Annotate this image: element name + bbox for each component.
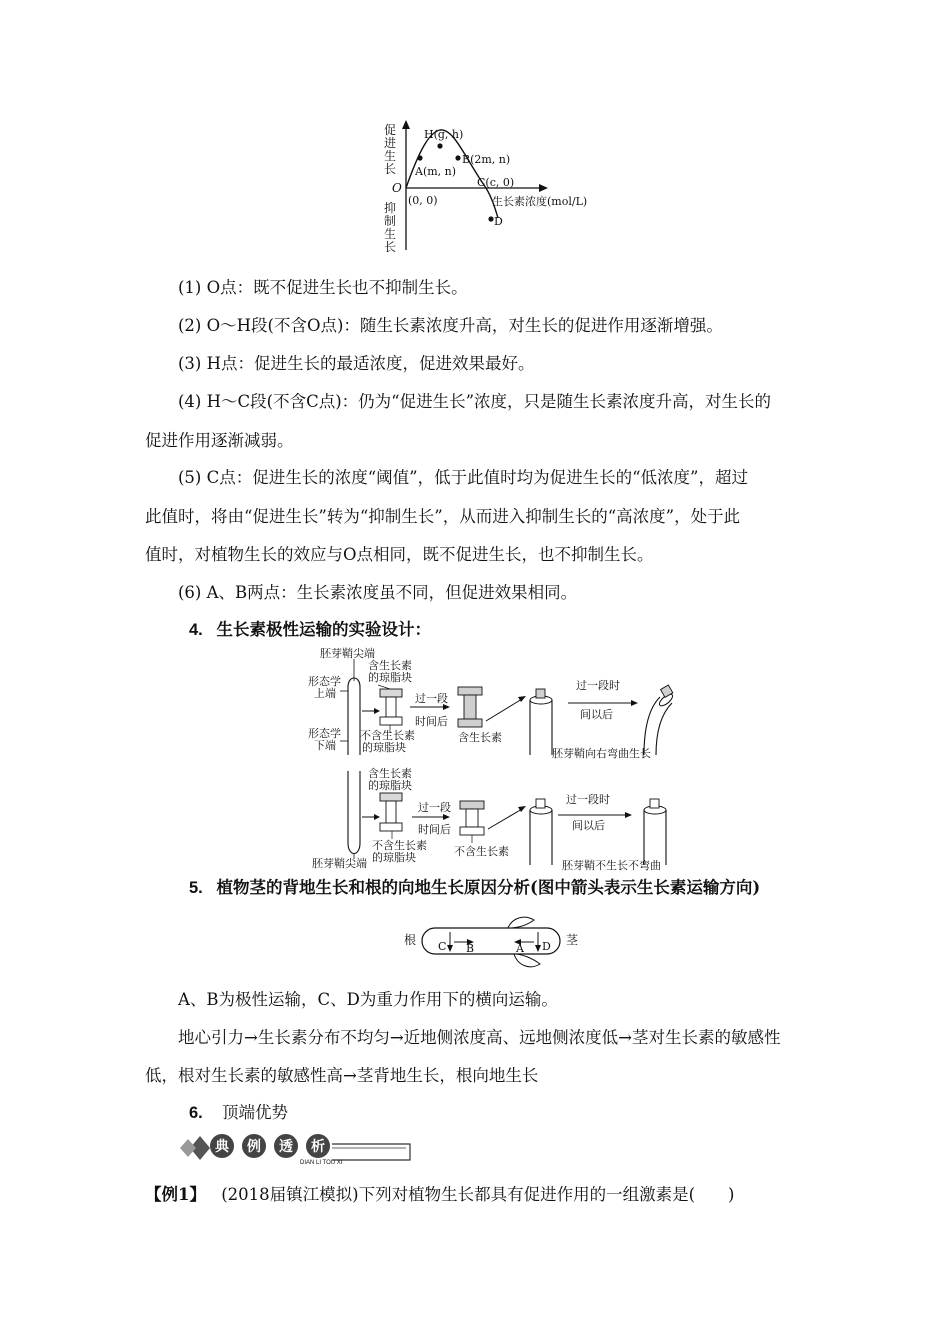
exp2-agar-with-1: 含生长素 (368, 767, 412, 780)
polar-transport-experiment-1 (300, 645, 710, 760)
banner-char-3: 透 (279, 1139, 293, 1155)
point-h-dot (437, 143, 442, 148)
plant-a-label: A (516, 942, 524, 955)
section4-heading (189, 620, 431, 640)
plant-stem-label: 茎 (566, 933, 579, 947)
section6-num: 6. (189, 1104, 203, 1122)
exp2-agar-top (380, 793, 402, 801)
banner-pinyin: DIAN LI TOU XI (300, 1160, 343, 1166)
item-6: (6) A、B两点：生长素浓度虽不同，但促进效果相同。 (178, 583, 578, 602)
section5-num: 5. (189, 879, 203, 897)
horizontal-plant-diagram (400, 912, 590, 977)
exp2-agar-without-2: 的琼脂块 (372, 851, 416, 864)
point-c-label: C(c, 0) (477, 176, 515, 189)
exp1-tip-label: 胚芽鞘尖端 (320, 647, 375, 660)
banner-char-1: 典 (215, 1139, 229, 1155)
item-4-cont: 促进作用逐渐减弱。 (145, 431, 294, 450)
exp2-agar-bottom (380, 823, 402, 831)
auxin-concentration-graph (370, 118, 620, 253)
y-down-1: 抑 (384, 201, 397, 215)
section4-num: 4. (189, 621, 203, 639)
point-b-dot (455, 155, 460, 160)
origin-label: O (392, 181, 402, 195)
exp1-top-end-2: 上端 (314, 687, 336, 700)
lower-leaf (514, 954, 540, 967)
exp1-bottom-end-2: 下端 (314, 739, 336, 752)
section6-title: 顶端优势 (222, 1103, 289, 1122)
exp1-result-block: 含生长素 (458, 731, 502, 744)
exp2-tip-label: 胚芽鞘尖端 (312, 857, 367, 870)
exp1-top-end-1: 形态学 (308, 675, 341, 688)
item-2: (2) O～H段(不含O点)：随生长素浓度升高，对生长的促进作用逐渐增强。 (178, 316, 723, 335)
item-3: (3) H点：促进生长的最适浓度，促进效果最好。 (178, 354, 535, 373)
exp2-arrow2-top: 过一段时 (566, 793, 610, 806)
exp2-arrow2-bottom: 间以后 (572, 819, 605, 832)
y-down-4: 长 (384, 240, 397, 253)
example-label: 【例1】 (145, 1185, 206, 1204)
polar-transport-experiment-2 (300, 765, 710, 873)
exp2-stump (530, 810, 552, 865)
plant-c-label: C (438, 940, 447, 953)
point-h-label: H(g, h) (424, 128, 464, 141)
x-axis-label: 生长素浓度(mol/L) (492, 195, 588, 208)
origin-coord: (0, 0) (408, 194, 438, 207)
exp1-arrow2-top: 过一段时 (576, 679, 620, 692)
point-d-label: D (494, 215, 503, 228)
point-d-dot (488, 216, 493, 221)
x-axis-arrow (539, 184, 548, 192)
banner-char-4: 析 (311, 1139, 325, 1155)
section5-heading (189, 878, 760, 898)
exp2-agar-without-1: 不含生长素 (372, 839, 427, 852)
y-up-2: 进 (384, 136, 397, 150)
exp1-stump (530, 700, 552, 755)
section6-heading (189, 1103, 288, 1123)
plant-d-label: D (542, 940, 551, 953)
exp1-agar-without-2: 的琼脂块 (362, 741, 406, 754)
item-1: (1) O点：既不促进生长也不抑制生长。 (178, 278, 468, 297)
y-up-3: 生 (384, 149, 397, 163)
y-down-3: 生 (384, 227, 397, 241)
exp1-agar-with-2: 的琼脂块 (368, 671, 412, 684)
text5-line-2: 地心引力→生长素分布不均匀→近地侧浓度高、远地侧浓度低→茎对生长素的敏感性 (178, 1028, 781, 1047)
y-up-4: 长 (384, 162, 397, 176)
y-up-1: 促 (384, 123, 397, 137)
exp1-coleoptile (348, 678, 360, 755)
banner-char-2: 例 (247, 1139, 261, 1155)
text5-line-1: A、B为极性运输，C、D为重力作用下的横向运输。 (178, 990, 558, 1009)
exp2-arrow1-top: 过一段 (418, 801, 451, 814)
banner-line (332, 1144, 410, 1160)
exp1-arrow2-bottom: 间以后 (580, 708, 613, 721)
exp2-arrow1-bottom: 时间后 (418, 823, 451, 836)
exp1-arrow1-bottom: 时间后 (415, 715, 448, 728)
exp2-unchanged-stump (644, 810, 666, 865)
item-5: (5) C点：促进生长的浓度“阈值”，低于此值时均为促进生长的“低浓度”，超过 (178, 468, 748, 487)
item-5-cont-2: 值时，对植物生长的效应与O点相同，既不促进生长，也不抑制生长。 (145, 545, 654, 564)
plant-root-label: 根 (404, 933, 417, 947)
exp2-agar-with-2: 的琼脂块 (368, 779, 412, 792)
y-down-2: 制 (384, 214, 397, 228)
item-5-cont-1: 此值时，将由“促进生长”转为“抑制生长”，从而进入抑制生长的“高浓度”，处于此 (145, 507, 741, 526)
y-axis-arrow (402, 120, 410, 129)
exp1-agar-bottom (380, 717, 402, 725)
exp1-arrow1-top: 过一段 (415, 692, 448, 705)
exp2-result-block-shape (460, 801, 484, 809)
example-text: (2018届镇江模拟)下列对植物生长都具有促进作用的一组激素是( ) (221, 1185, 735, 1204)
exp2-coleoptile (348, 771, 360, 854)
exp1-agar-with-1: 含生长素 (368, 659, 412, 672)
exp1-agar-without-1: 不含生长素 (360, 729, 415, 742)
point-a-dot (417, 155, 422, 160)
exp1-result: 胚芽鞘向右弯曲生长 (552, 747, 651, 760)
point-a-label: A(m, n) (415, 165, 457, 178)
item-4: (4) H～C段(不含C点)：仍为“促进生长”浓度，只是随生长素浓度升高，对生长的 (178, 392, 772, 411)
exp2-result-block: 不含生长素 (454, 845, 509, 858)
exp1-result-block-shape (458, 687, 482, 695)
upper-leaf (508, 917, 534, 928)
exp2-result: 胚芽鞘不生长不弯曲 (562, 859, 661, 872)
text5-line-3: 低，根对生长素的敏感性高→茎背地生长，根向地生长 (145, 1066, 539, 1085)
section4-title: 生长素极性运输的实验设计： (216, 620, 432, 639)
exp1-agar-top (380, 689, 402, 697)
plant-b-label: B (466, 942, 475, 955)
point-b-label: B(2m, n) (462, 153, 511, 166)
section5-title: 植物茎的背地生长和根的向地生长原因分析(图中箭头表示生长素运输方向) (216, 878, 761, 897)
example-banner (176, 1130, 416, 1166)
exp1-bottom-end-1: 形态学 (308, 727, 341, 740)
example-1 (145, 1185, 734, 1205)
